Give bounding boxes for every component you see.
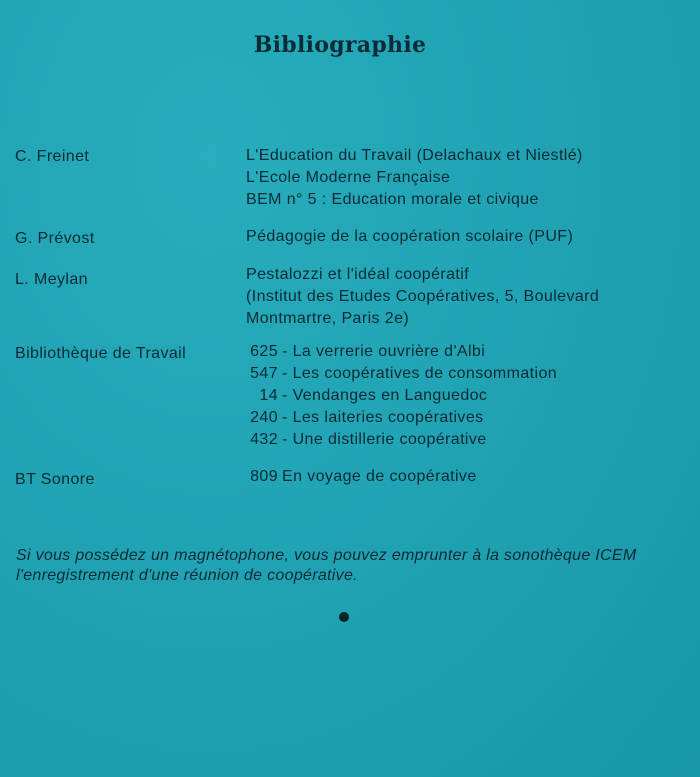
work-number: 547: [250, 365, 278, 382]
works-list: [244, 466, 684, 488]
work-item: [244, 363, 684, 385]
work-title: (Institut des Etudes Coopératives, 5, Boulevard: [246, 288, 600, 305]
author-name: C. Freinet: [15, 148, 90, 165]
page-title: Bibliographie: [253, 32, 427, 58]
work-item: [244, 466, 684, 488]
work-title: - Vendanges en Languedoc: [282, 387, 488, 404]
author-name: Bibliothèque de Travail: [15, 345, 187, 362]
work-number: 625: [250, 343, 278, 360]
work-item: [244, 385, 684, 407]
works-list: [246, 264, 686, 330]
work-title: BEM n° 5 : Education morale et civique: [246, 191, 539, 208]
author-name: G. Prévost: [15, 230, 95, 247]
work-number: 809: [250, 468, 278, 485]
work-item: [244, 429, 684, 451]
work-item: [244, 407, 684, 429]
work-title: - Les laiteries coopératives: [282, 409, 484, 426]
work-title: - Les coopératives de consommation: [282, 365, 558, 382]
work-title: Montmartre, Paris 2e): [246, 310, 410, 327]
work-title: - Une distillerie coopérative: [282, 431, 487, 448]
author-name: BT Sonore: [15, 471, 95, 488]
work-title: - La verrerie ouvrière d'Albi: [282, 343, 486, 360]
work-title: Pédagogie de la coopération scolaire (PUF): [246, 228, 574, 245]
works-list: [246, 226, 686, 248]
work-number: 432: [250, 431, 278, 448]
work-title: En voyage de coopérative: [282, 468, 477, 485]
work-item: [244, 341, 684, 363]
sonotheque-note: Si vous possédez un magnétophone, vous pouvez emprunter à la sonothèque ICEM l'enregistrement d'une réunion de coopérative.: [16, 547, 637, 584]
works-list: [244, 341, 684, 451]
author-name: L. Meylan: [15, 271, 88, 288]
work-title: L'Education du Travail (Delachaux et Niestlé): [246, 147, 583, 164]
work-number: 240: [250, 409, 278, 426]
work-title: Pestalozzi et l'idéal coopératif: [246, 266, 470, 283]
work-title: L'Ecole Moderne Française: [246, 169, 451, 186]
bullet-dot-icon: [339, 612, 349, 622]
work-number: 14: [259, 387, 278, 404]
works-list: [246, 145, 686, 211]
